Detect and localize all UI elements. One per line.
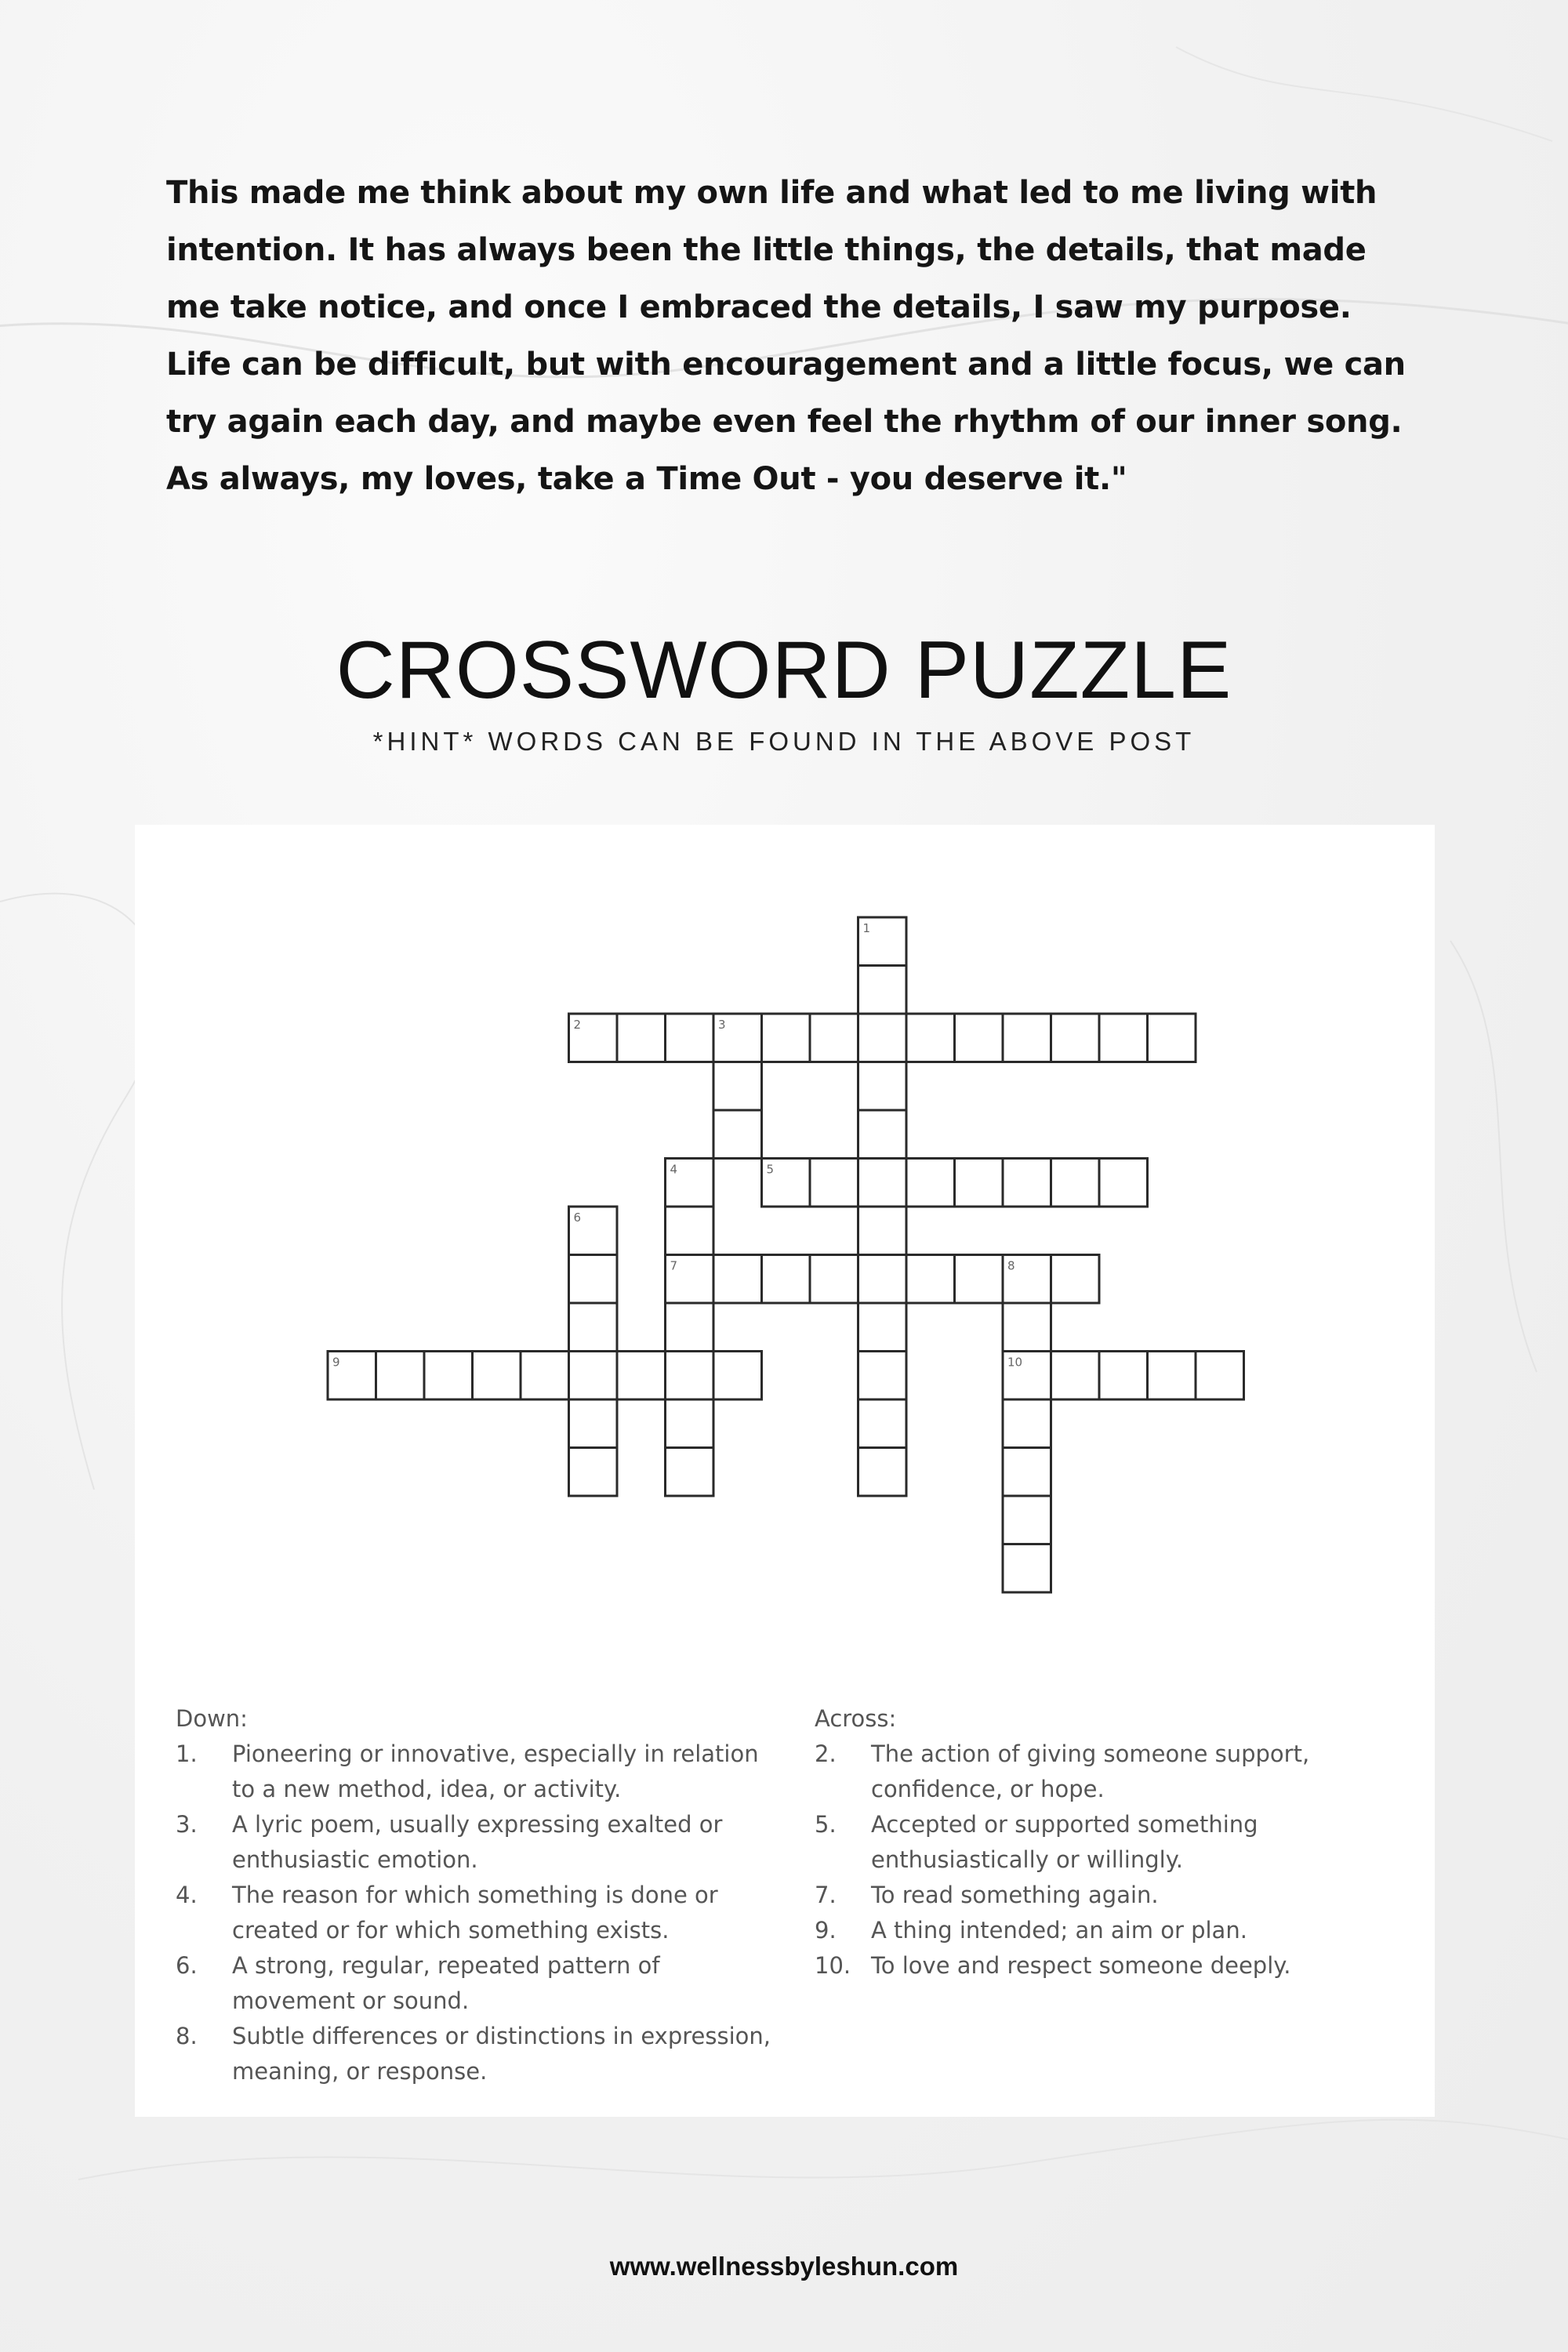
crossword-cell[interactable] (906, 1159, 955, 1207)
cell-number: 6 (573, 1210, 582, 1225)
cell-number: 9 (332, 1355, 340, 1370)
cell-number: 7 (670, 1258, 678, 1273)
cell-number: 8 (1007, 1258, 1015, 1273)
down-clue-list (176, 1737, 771, 2089)
clue-down-8 (176, 2019, 771, 2089)
crossword-cell[interactable] (666, 1303, 714, 1352)
crossword-cell[interactable] (1051, 1352, 1100, 1400)
clue-text: Pioneering or innovative, especially in relation to a new method, idea, or activity. (232, 1740, 759, 1802)
clue-across-10 (815, 1948, 1410, 1984)
crossword-cell[interactable] (1003, 1544, 1051, 1593)
intro-paragraph: This made me think about my own life and what led to me living with intention. It has always been the little things, the details, that made me take notice, and once I embraced the details, I saw my purpose. Life can be difficult, but with encouragement and a little focus, we can try again each day, and maybe even feel the rhythm of our inner song. As always, my loves, take a Time Out - you deserve it." (166, 175, 1406, 497)
clue-text: A strong, regular, repeated pattern of movement or sound. (232, 1952, 660, 2014)
clue-across-9 (815, 1913, 1410, 1948)
crossword-cell[interactable] (955, 1159, 1004, 1207)
clue-text: The action of giving someone support, confidence, or hope. (871, 1740, 1310, 1802)
crossword-cell[interactable] (713, 1352, 762, 1400)
footer-url[interactable]: www.wellnessbyleshun.com (609, 2252, 959, 2281)
cell-number: 1 (862, 921, 871, 935)
across-heading: Across: (815, 1705, 897, 1732)
crossword-cell[interactable] (713, 1255, 762, 1304)
clue-number: 8. (176, 2023, 198, 2049)
crossword-cell[interactable] (858, 1159, 907, 1207)
crossword-cell[interactable] (1051, 1014, 1100, 1062)
crossword-cell[interactable] (858, 1352, 907, 1400)
crossword-cell[interactable] (424, 1352, 473, 1400)
clue-down-1 (176, 1737, 771, 1807)
clue-number: 1. (176, 1740, 198, 1767)
crossword-cell[interactable] (666, 1448, 714, 1497)
clue-number: 2. (815, 1740, 837, 1767)
crossword-cell[interactable] (569, 1352, 618, 1400)
across-clues (815, 1701, 1410, 1984)
crossword-cell[interactable] (569, 1399, 618, 1448)
crossword-cell[interactable] (955, 1255, 1004, 1304)
crossword-cell[interactable] (810, 1159, 858, 1207)
crossword-cell[interactable] (906, 1255, 955, 1304)
clue-text: To read something again. (871, 1882, 1159, 1908)
crossword-cell[interactable] (810, 1014, 858, 1062)
crossword-cell[interactable] (858, 1062, 907, 1111)
crossword-cell[interactable] (1003, 1303, 1051, 1352)
cell-number: 3 (718, 1018, 726, 1032)
crossword-cell[interactable] (1051, 1255, 1100, 1304)
crossword-cell[interactable] (906, 1014, 955, 1062)
clue-down-3 (176, 1807, 771, 1878)
crossword-cell[interactable] (762, 1255, 811, 1304)
page-title: CROSSWORD PUZZLE (336, 625, 1232, 716)
clue-down-4 (176, 1878, 771, 1948)
crossword-cell[interactable] (858, 1110, 907, 1159)
crossword-cell[interactable] (762, 1014, 811, 1062)
clue-down-6 (176, 1948, 771, 2019)
crossword-cell[interactable] (569, 1255, 618, 1304)
crossword-cell[interactable] (1003, 1014, 1051, 1062)
crossword-cell[interactable] (617, 1014, 666, 1062)
clue-text: A thing intended; an aim or plan. (871, 1917, 1247, 1944)
clue-across-7 (815, 1878, 1410, 1913)
clue-number: 10. (815, 1952, 851, 1979)
crossword-grid (135, 825, 1435, 1609)
crossword-cell[interactable] (1196, 1352, 1244, 1400)
crossword-cell[interactable] (713, 1110, 762, 1159)
crossword-cell[interactable] (858, 1014, 907, 1062)
clue-across-5 (815, 1807, 1410, 1878)
crossword-cell[interactable] (1003, 1496, 1051, 1544)
crossword-cell[interactable] (1148, 1014, 1196, 1062)
clue-across-2 (815, 1737, 1410, 1807)
crossword-cell[interactable] (666, 1352, 714, 1400)
clue-number: 4. (176, 1882, 198, 1908)
clue-text: The reason for which something is done or created or for which something exists. (232, 1882, 718, 1944)
crossword-panel (135, 825, 1435, 2117)
crossword-cell[interactable] (1003, 1448, 1051, 1497)
crossword-cell[interactable] (569, 1448, 618, 1497)
clue-text: To love and respect someone deeply. (871, 1952, 1291, 1979)
crossword-cell[interactable] (1003, 1159, 1051, 1207)
across-clue-list (815, 1737, 1410, 1984)
cell-number: 10 (1007, 1355, 1023, 1370)
crossword-cell[interactable] (1099, 1159, 1148, 1207)
crossword-cell[interactable] (955, 1014, 1004, 1062)
crossword-cell[interactable] (1099, 1014, 1148, 1062)
cell-number: 2 (573, 1018, 582, 1032)
clue-number: 3. (176, 1811, 198, 1838)
crossword-cell[interactable] (376, 1352, 425, 1400)
cell-number: 5 (766, 1162, 775, 1177)
crossword-cell[interactable] (858, 966, 907, 1014)
cell-number: 4 (670, 1162, 678, 1177)
crossword-cell[interactable] (858, 1448, 907, 1497)
crossword-cell[interactable] (858, 1399, 907, 1448)
crossword-cell[interactable] (666, 1399, 714, 1448)
crossword-cell[interactable] (666, 1207, 714, 1255)
crossword-cell[interactable] (1099, 1352, 1148, 1400)
crossword-cell[interactable] (521, 1352, 569, 1400)
crossword-cell[interactable] (858, 1303, 907, 1352)
crossword-cell[interactable] (810, 1255, 858, 1304)
crossword-cell[interactable] (473, 1352, 521, 1400)
crossword-cell[interactable] (569, 1303, 618, 1352)
crossword-cell[interactable] (858, 1255, 907, 1304)
hint-subtitle: *HINT* WORDS CAN BE FOUND IN THE ABOVE POST (372, 727, 1196, 756)
crossword-cell[interactable] (1003, 1399, 1051, 1448)
clue-text: Subtle differences or distinctions in expression, meaning, or response. (232, 2023, 771, 2085)
clue-number: 6. (176, 1952, 198, 1979)
clue-number: 5. (815, 1811, 837, 1838)
crossword-cell[interactable] (1148, 1352, 1196, 1400)
crossword-cell[interactable] (858, 1207, 907, 1255)
crossword-cell[interactable] (666, 1014, 714, 1062)
crossword-cell[interactable] (1051, 1159, 1100, 1207)
down-clues (176, 1701, 771, 2089)
clue-text: A lyric poem, usually expressing exalted or enthusiastic emotion. (232, 1811, 723, 1873)
clue-number: 9. (815, 1917, 837, 1944)
crossword-cell[interactable] (713, 1062, 762, 1111)
crossword-cell[interactable] (617, 1352, 666, 1400)
clue-number: 7. (815, 1882, 837, 1908)
clue-text: Accepted or supported something enthusiastically or willingly. (871, 1811, 1258, 1873)
down-heading: Down: (176, 1705, 248, 1732)
